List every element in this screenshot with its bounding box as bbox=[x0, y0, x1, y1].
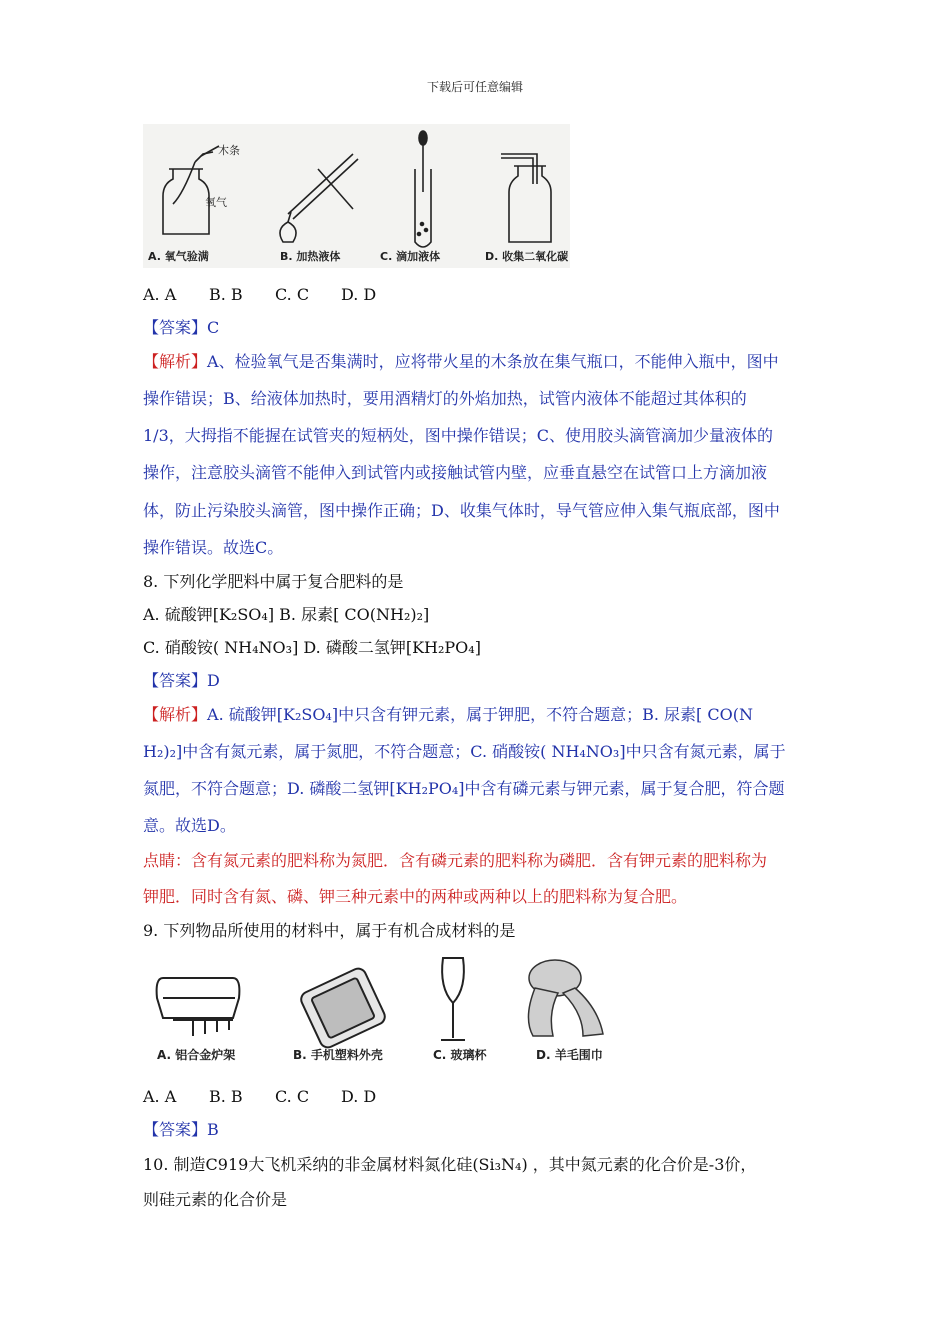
q7-option-d: D. D bbox=[341, 285, 377, 304]
q8-analysis-line-3: 氮肥，不符合题意；D. 磷酸二氢钾[KH₂PO₄]中含有磷元素与钾元素，属于复合肥，符合题 bbox=[143, 779, 785, 798]
q9-caption-c: C. 玻璃杯 bbox=[433, 1048, 487, 1062]
q8-options-row-2: C. 硝酸铵( NH₄NO₃] D. 磷酸二氢钾[KH₂PO₄] bbox=[143, 638, 481, 657]
q8-tip-line-2: 钾肥．同时含有氮、磷、钾三种元素中的两种或两种以上的肥料称为复合肥。 bbox=[143, 887, 688, 906]
q8-analysis-line-4: 意。故选D。 bbox=[143, 816, 236, 835]
q7-analysis-line-2: 操作错误；B、给液体加热时，要用酒精灯的外焰加热，试管内液体不能超过其体积的 bbox=[143, 389, 747, 408]
q9-caption-a: A. 铝合金炉架 bbox=[157, 1048, 236, 1062]
glass-drawing bbox=[441, 958, 465, 1040]
q7-answer bbox=[143, 317, 219, 339]
q10-line-2: 则硅元素的化合价是 bbox=[143, 1190, 288, 1209]
lab-operations-figure bbox=[143, 124, 570, 268]
q8-stem: 8. 下列化学肥料中属于复合肥料的是 bbox=[143, 572, 404, 591]
q9-options bbox=[143, 1086, 407, 1108]
q8-tip-line-1: 点睛：含有氮元素的肥料称为氮肥．含有磷元素的肥料称为磷肥．含有钾元素的肥料称为 bbox=[143, 851, 768, 870]
heating-drawing bbox=[280, 154, 358, 242]
q10-line-1: 10. 制造C919大飞机采纳的非金属材料氮化硅(Si₃N₄) ，其中氮元素的化合价是-3价， bbox=[143, 1155, 757, 1174]
q9-option-c: C. C bbox=[275, 1087, 310, 1106]
q7-option-c: C. C bbox=[275, 285, 310, 304]
materials-figure bbox=[143, 948, 613, 1078]
answer-value: C bbox=[207, 318, 220, 337]
q9-caption-b: B. 手机塑料外壳 bbox=[293, 1048, 383, 1062]
stove-rack-drawing bbox=[157, 978, 240, 1036]
q9-option-d: D. D bbox=[341, 1087, 377, 1106]
caption-a: A. 氧气验满 bbox=[148, 250, 209, 263]
q7-option-b: B. B bbox=[209, 285, 243, 304]
q7-analysis-line-1: 【解析】A、检验氧气是否集满时，应将带火星的木条放在集气瓶口，不能伸入瓶中，图中 bbox=[143, 352, 779, 371]
q9-option-b: B. B bbox=[209, 1087, 243, 1106]
q7-analysis-line-5: 体，防止污染胶头滴管，图中操作正确；D、收集气体时，导气管应伸入集气瓶底部，图中 bbox=[143, 501, 780, 520]
scarf-drawing bbox=[528, 960, 603, 1036]
q9-stem: 9. 下列物品所使用的材料中，属于有机合成材料的是 bbox=[143, 921, 516, 940]
q7-option-a: A. A bbox=[143, 285, 177, 304]
label-oxygen: 氧气 bbox=[205, 196, 227, 209]
q9-answer: 【答案】B bbox=[143, 1120, 219, 1139]
q7-analysis-line-6: 操作错误。故选C。 bbox=[143, 538, 284, 557]
q8-answer: 【答案】D bbox=[143, 671, 220, 690]
gas-bottle-drawing bbox=[163, 146, 219, 234]
label-wood: 木条 bbox=[218, 144, 240, 157]
q7-options bbox=[143, 284, 407, 306]
dropper-drawing bbox=[415, 131, 431, 247]
q8-analysis-line-2: H₂)₂]中含有氮元素，属于氮肥，不符合题意；C. 硝酸铵( NH₄NO₃]中只含有氮元素，属于 bbox=[143, 742, 786, 761]
phone-drawing bbox=[299, 966, 388, 1050]
caption-b: B. 加热液体 bbox=[280, 250, 341, 263]
answer-tag: 【答案】 bbox=[143, 318, 208, 337]
q7-analysis-line-3: 1/3，大拇指不能握在试管夹的短柄处，图中操作错误；C、使用胶头滴管滴加少量液体的 bbox=[143, 426, 773, 445]
caption-c: C. 滴加液体 bbox=[380, 250, 441, 263]
q7-analysis-line-4: 操作，注意胶头滴管不能伸入到试管内或接触试管内壁，应垂直悬空在试管口上方滴加液 bbox=[143, 463, 768, 482]
q8-analysis-line-1: 【解析】A. 硫酸钾[K₂SO₄]中只含有钾元素，属于钾肥，不符合题意；B. 尿素[ CO(N bbox=[143, 705, 753, 724]
analysis-tag: 【解析】 bbox=[143, 352, 208, 371]
page-header: 下载后可任意编辑 bbox=[426, 80, 523, 94]
caption-d: D. 收集二氧化碳 bbox=[485, 250, 569, 263]
q9-option-a: A. A bbox=[143, 1087, 177, 1106]
q9-caption-d: D. 羊毛围巾 bbox=[536, 1048, 603, 1062]
collect-bottle-drawing bbox=[501, 154, 551, 242]
q8-options-row-1: A. 硫酸钾[K₂SO₄] B. 尿素[ CO(NH₂)₂] bbox=[143, 605, 430, 624]
